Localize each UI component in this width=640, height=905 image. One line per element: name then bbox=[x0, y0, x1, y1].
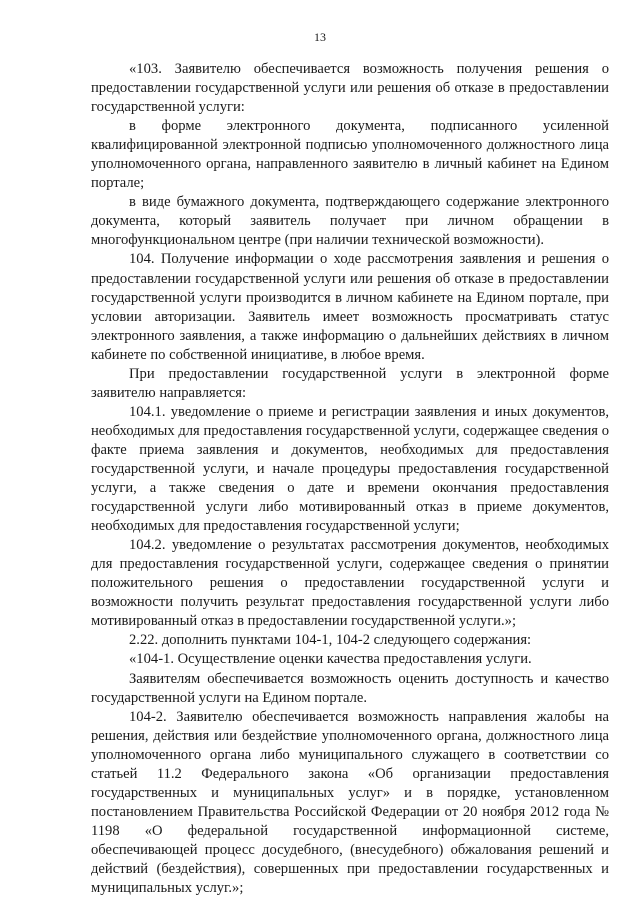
paragraph-103: «103. Заявителю обеспечивается возможность получения решения о предоставлении государственной услуги или решения об отказе в предоставлении государственной услуги: bbox=[91, 61, 609, 116]
paragraph-104-dash-1: «104-1. Осуществление оценки качества предоставления услуги. bbox=[129, 651, 532, 668]
paragraph-104: 104. Получение информации о ходе рассмотрения заявления и решения о предоставлении государственной услуги или решения об отказе в предоставлении государственной услуги производится в личном кабинете на Едином портале, при условии авторизации. Заявитель имеет возможность просматривать статус электронного заявления, а также информацию о дальнейших действиях в личном кабинете по собственной инициативе, в любое время. bbox=[91, 251, 609, 363]
document-body bbox=[91, 60, 609, 898]
paragraph-2-22: 2.22. дополнить пунктами 104-1, 104-2 следующего содержания: bbox=[129, 632, 532, 649]
paragraph-104-1: 104.1. уведомление о приеме и регистрации заявления и иных документов, необходимых для предоставления государственной услуги, содержащее сведения о факте приема заявления и документов, необходимых для предоставления государственной услуги, и начале процедуры предоставления государственной услуги, а также сведения о дате и времени окончания предоставления государственной услуги либо мотивированный отказ в приеме документов, необходимых для предоставления государственной услуги; bbox=[91, 403, 609, 535]
page-number: 13 bbox=[314, 30, 326, 44]
paragraph-notifications-intro: При предоставлении государственной услуги в электронной форме заявителю направляется: bbox=[91, 365, 609, 401]
paragraph-104-2: 104.2. уведомление о результатах рассмотрения документов, необходимых для предоставления государственной услуги, содержащее сведения о принятии положительного решения о предоставлении государственной услуги и возможности получить результат предоставления государственной услуги либо мотивированный отказ в предоставлении государственной услуги.»; bbox=[91, 537, 609, 630]
paragraph-104-dash-2: 104-2. Заявителю обеспечивается возможность направления жалобы на решения, действия или бездействие уполномоченного органа, должностного лица уполномоченного органа либо муниципального служащего в соответствии со статьей 11.2 Федерального закона «Об организации предоставления государственных и муниципальных услуг» и в порядке, установленном постановлением Правительства Российской Федерации от 20 ноября 2012 года № 1198 «О федеральной государственной информационной системе, обеспечивающей процесс досудебного, (внесудебного) обжалования решений и действий (бездействия), совершенных при предоставлении государственных и муниципальных услуг.»; bbox=[91, 708, 609, 897]
paragraph-quality-assessment: Заявителям обеспечивается возможность оценить доступность и качество государственной услуги на Едином портале. bbox=[91, 670, 609, 706]
paragraph-electronic-form: в форме электронного документа, подписанного усиленной квалифицированной электронной подписью уполномоченного должностного лица уполномоченного органа, направленного заявителю в личный кабинет на Едином портале; bbox=[91, 118, 609, 192]
paragraph-paper-form: в виде бумажного документа, подтверждающего содержание электронного документа, который заявитель получает при личном обращении в многофункциональном центре (при наличии технической возможности). bbox=[91, 194, 609, 249]
